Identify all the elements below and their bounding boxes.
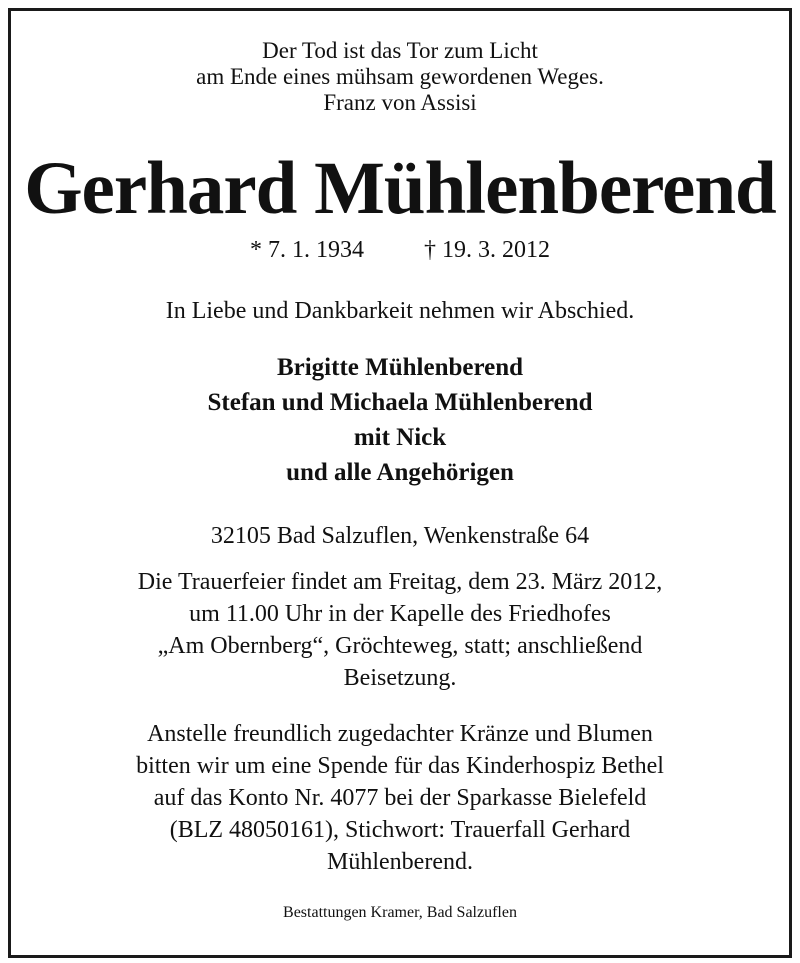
mourner-line: und alle Angehörigen: [286, 459, 514, 486]
undertaker-credit: Bestattungen Kramer, Bad Salzuflen: [283, 904, 517, 921]
donation-line: Mühlenberend.: [327, 849, 473, 875]
donation-line: (BLZ 48050161), Stichwort: Trauerfall Gerhard: [169, 817, 631, 843]
quote-author: Franz von Assisi: [323, 90, 477, 115]
deceased-name: Gerhard Mühlenberend: [24, 147, 776, 230]
farewell-text: In Liebe und Dankbarkeit nehmen wir Abschied.: [165, 298, 635, 324]
quote-block: [0, 38, 800, 116]
donation-line: Anstelle freundlich zugedachter Kränze und Blumen: [147, 721, 653, 747]
donation-info: [0, 718, 800, 878]
donation-line: bitten wir um eine Spende für das Kinderhospiz Bethel: [136, 753, 664, 779]
life-dates: [0, 235, 800, 265]
ceremony-info: [0, 566, 800, 694]
mourner-line: Stefan und Michaela Mühlenberend: [207, 389, 593, 416]
mourner-line: Brigitte Mühlenberend: [276, 354, 524, 381]
donation-line: auf das Konto Nr. 4077 bei der Sparkasse Bielefeld: [153, 785, 647, 811]
death-date: † 19. 3. 2012: [424, 237, 550, 263]
quote-line: Der Tod ist das Tor zum Licht: [262, 38, 538, 63]
ceremony-line: Die Trauerfeier findet am Freitag, dem 23. März 2012,: [137, 569, 663, 595]
mourner-line: mit Nick: [353, 424, 447, 451]
ceremony-line: „Am Obernberg“, Gröchteweg, statt; anschließend: [157, 633, 643, 659]
family-address: 32105 Bad Salzuflen, Wenkenstraße 64: [210, 523, 590, 549]
ceremony-line: Beisetzung.: [343, 665, 457, 691]
quote-line: am Ende eines mühsam gewordenen Weges.: [196, 64, 604, 89]
birth-date: * 7. 1. 1934: [250, 237, 364, 263]
ceremony-line: um 11.00 Uhr in der Kapelle des Friedhofes: [189, 601, 611, 627]
mourners-list: [0, 350, 800, 490]
